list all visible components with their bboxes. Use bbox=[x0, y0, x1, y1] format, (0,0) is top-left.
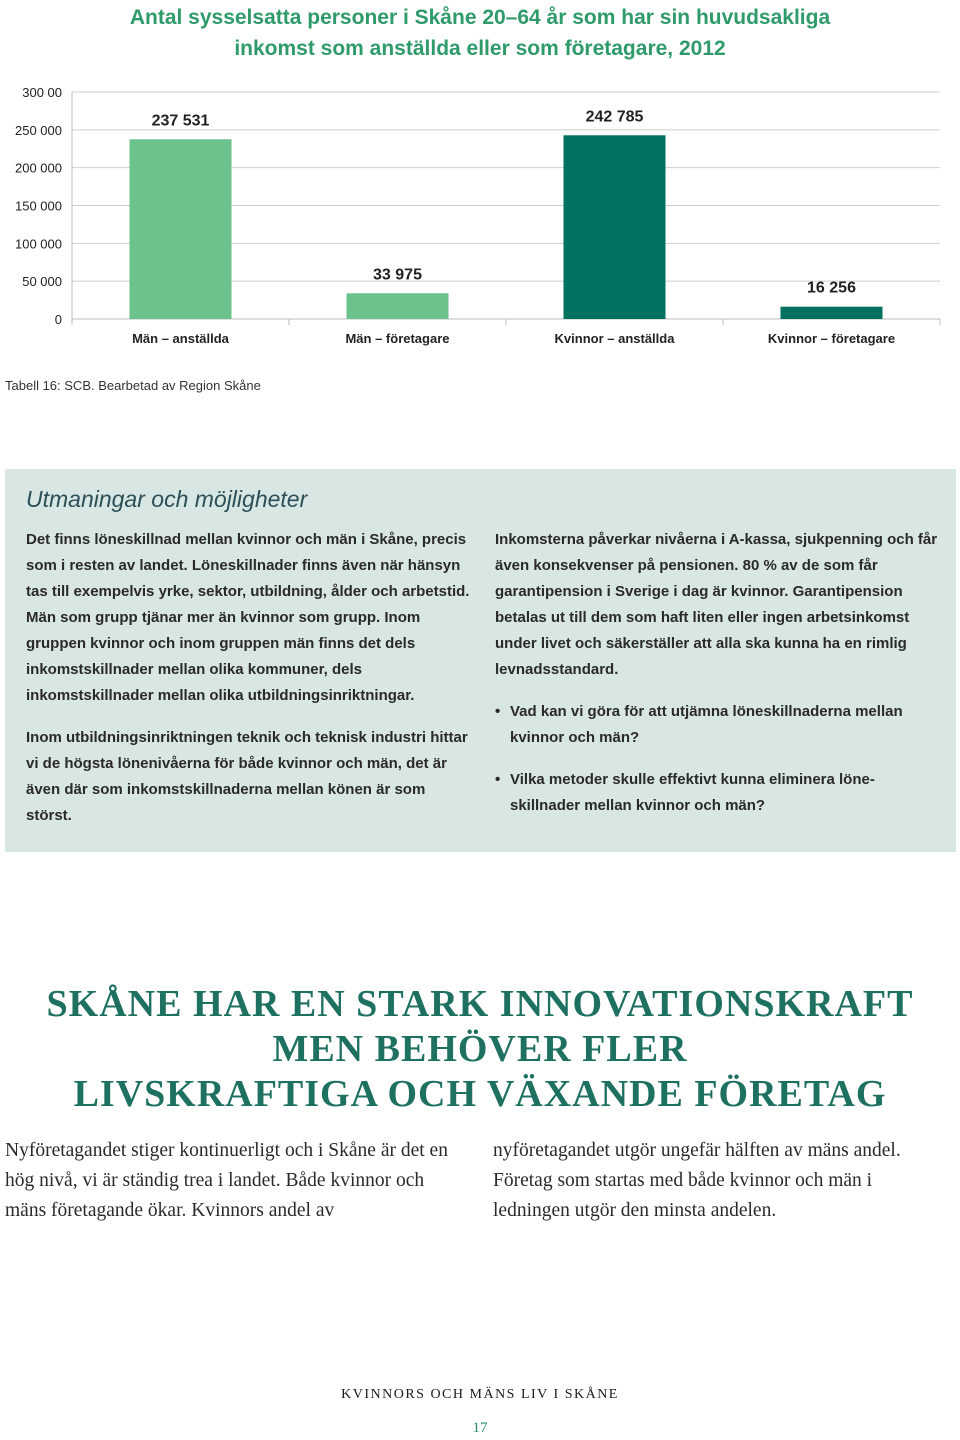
question-bullet: • Vad kan vi göra för att utjämna löneskillnaderna mellan kvinnor och män? bbox=[495, 699, 943, 751]
box-heading: Utmaningar och möjligheter bbox=[26, 486, 308, 512]
chart-title-line2: inkomst som anställda eller som företagare, 2012 bbox=[234, 37, 726, 60]
challenges-box bbox=[5, 469, 956, 852]
y-tick-label: 50 000 bbox=[22, 274, 62, 290]
x-tick-label: Män – anställda bbox=[132, 331, 229, 346]
section-heading-line2: MEN BEHÖVER FLER bbox=[272, 1028, 688, 1070]
body-text-left: Nyföretagandet stiger kontinuerligt och i Skåne är det en hög nivå, vi är ständig trea i landet. Både kvinnor och mäns företagande ökar. Kvinnors andel av bbox=[5, 1140, 448, 1221]
section-heading-line1: SKÅNE HAR EN STARK INNOVATIONSKRAFT bbox=[46, 983, 914, 1025]
body-text-right: nyföretagandet utgör ungefär hälften av mäns andel. Företag som startas med både kvinnor och män i ledningen utgör den minsta andelen. bbox=[493, 1140, 901, 1221]
data-label: 33 975 bbox=[373, 266, 422, 284]
data-label: 237 531 bbox=[151, 112, 210, 130]
section-heading bbox=[0, 982, 960, 1117]
chart-title-line1: Antal sysselsatta personer i Skåne 20–64 år som har sin huvudsakliga bbox=[129, 6, 831, 29]
box-paragraph: Inkomsterna påverkar nivåerna i A-kassa, sjukpenning och får även konsekvenser på pensionen. 80 % av de som får garantipension i Sverige i dag är kvinnor. Garantipension betalas ut till dem som haft liten eller ingen arbetsinkomst under livet och säkerställer att alla ska kunna ha en rimlig levnadsstandard. bbox=[495, 531, 938, 678]
x-tick-label: Män – företagare bbox=[345, 331, 450, 346]
footer-title: KVINNORS OCH MÄNS LIV I SKÅNE bbox=[341, 1387, 619, 1402]
page-number: 17 bbox=[472, 1420, 488, 1436]
x-tick-label: Kvinnor – anställda bbox=[554, 331, 675, 346]
data-label: 16 256 bbox=[807, 279, 856, 297]
x-tick-label: Kvinnor – företagare bbox=[767, 331, 896, 346]
question-list bbox=[495, 699, 943, 819]
section-heading-line3: LIVSKRAFTIGA OCH VÄXANDE FÖRETAG bbox=[73, 1073, 887, 1115]
bar bbox=[347, 293, 449, 319]
y-tick-label: 100 000 bbox=[15, 236, 62, 252]
box-paragraph: Inom utbildningsinriktningen teknik och teknisk industri hittar vi de högsta lönenivåerna för både kvinnor och män, det är även där som inkomstskillnaderna mellan könen är som störst. bbox=[26, 729, 468, 824]
y-tick-label: 250 000 bbox=[15, 122, 62, 138]
y-tick-label: 0 bbox=[54, 312, 62, 327]
box-left-column bbox=[26, 527, 471, 845]
bar bbox=[564, 135, 666, 319]
bar bbox=[130, 139, 232, 319]
question-bullet: • Vilka metoder skulle effektivt kunna eliminera löne-skillnader mellan kvinnor och män? bbox=[495, 767, 943, 819]
y-tick-label: 300 00 bbox=[22, 85, 62, 100]
bar bbox=[781, 307, 883, 319]
box-paragraph: Det finns löneskillnad mellan kvinnor och män i Skåne, precis som i resten av landet. Löneskillnader finns även när hänsyn tas till exempelvis yrke, sektor, utbildning, ålder och arbetstid. Män som grupp tjänar mer än kvinnor som grupp. Inom gruppen kvinnor och inom gruppen män finns det dels inkomstskillnader mellan olika kommuner, dels inkomstskillnader mellan olika utbildningsinriktningar. bbox=[26, 531, 470, 704]
chart-title bbox=[40, 2, 920, 64]
bar-chart bbox=[0, 80, 960, 360]
y-tick-label: 150 000 bbox=[15, 198, 62, 214]
data-label: 242 785 bbox=[585, 108, 644, 126]
y-tick-label: 200 000 bbox=[15, 160, 62, 176]
chart-source: Tabell 16: SCB. Bearbetad av Region Skåne bbox=[5, 378, 261, 393]
box-right-column bbox=[495, 527, 943, 835]
